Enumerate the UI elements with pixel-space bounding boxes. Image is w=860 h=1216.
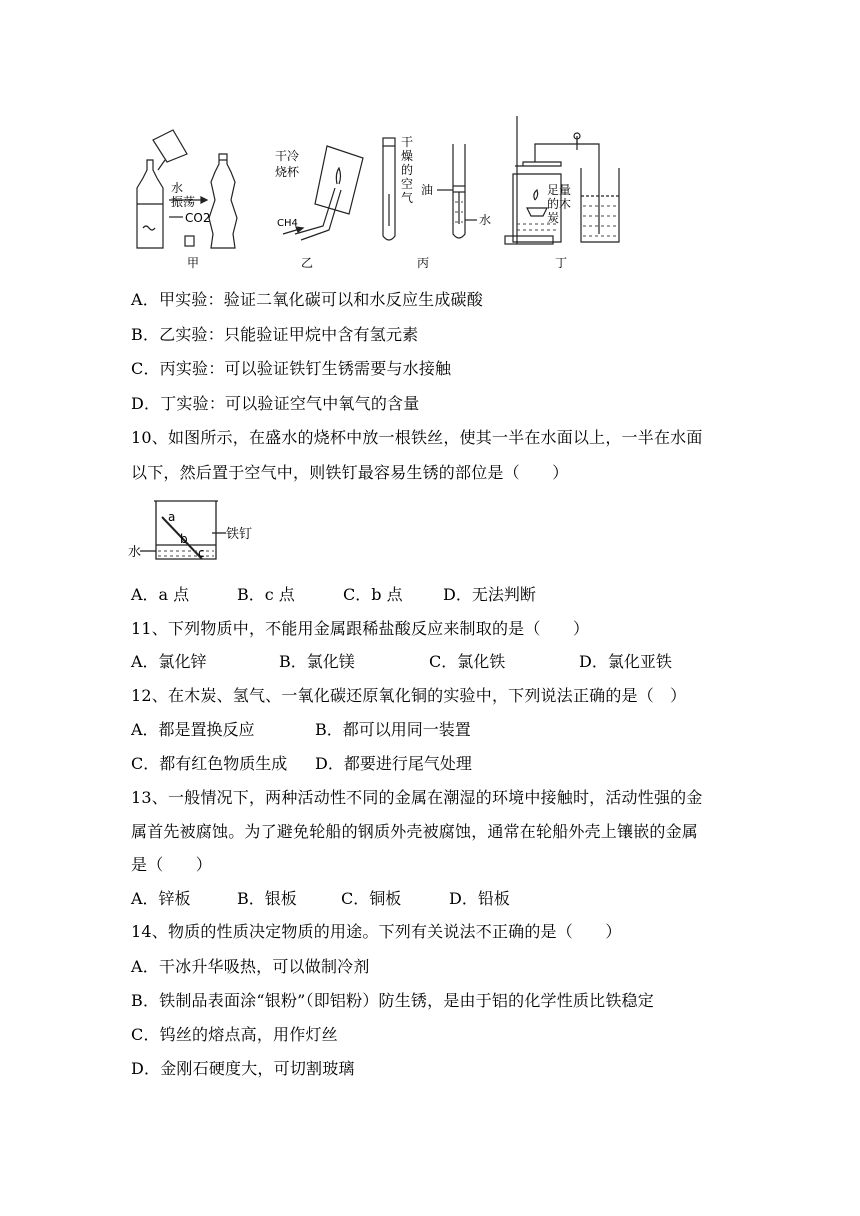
q13-stem-line-2: 属首先被腐蚀。为了避免轮船的钢质外壳被腐蚀，通常在轮船外壳上镶嵌的金属 bbox=[131, 822, 699, 841]
q12-option-a: A．都是置换反应 bbox=[131, 720, 255, 739]
svg-text:甲: 甲 bbox=[187, 256, 200, 270]
q11-stem: 11、下列物质中，不能用金属跟稀盐酸反应来制取的是（ ） bbox=[131, 619, 590, 638]
q10-option-d: D．无法判断 bbox=[443, 585, 536, 604]
q13-option-c: C．铜板 bbox=[341, 889, 402, 908]
svg-text:的木: 的木 bbox=[547, 197, 572, 211]
q9-option-b: B．乙实验：只能验证甲烷中含有氢元素 bbox=[131, 325, 419, 344]
experiments-figure bbox=[125, 110, 625, 275]
svg-text:空: 空 bbox=[401, 177, 414, 191]
q14-option-b: B．铁制品表面涂“银粉”（即铝粉）防生锈，是由于铝的化学性质比铁稳定 bbox=[131, 991, 654, 1010]
q9-option-a: A．甲实验：验证二氧化碳可以和水反应生成碳酸 bbox=[131, 290, 483, 309]
q10-stem-line-1: 10、如图所示，在盛水的烧杯中放一根铁丝，使其一半在水面以上，一半在水面 bbox=[131, 428, 703, 447]
svg-text:铁钉: 铁钉 bbox=[226, 527, 253, 542]
q14-option-a: A．干冰升华吸热，可以做制冷剂 bbox=[131, 957, 370, 976]
svg-text:烧杯: 烧杯 bbox=[275, 165, 300, 179]
q11-option-d: D．氯化亚铁 bbox=[579, 652, 672, 671]
q10-option-b: B．c 点 bbox=[237, 585, 295, 604]
svg-text:水: 水 bbox=[128, 545, 142, 560]
q9-option-d: D．丁实验：可以验证空气中氧气的含量 bbox=[131, 394, 420, 413]
svg-text:丙: 丙 bbox=[417, 256, 430, 270]
svg-text:a: a bbox=[168, 510, 176, 524]
svg-text:气: 气 bbox=[401, 191, 414, 205]
q13-option-d: D．铅板 bbox=[449, 889, 510, 908]
svg-text:干冷: 干冷 bbox=[275, 149, 300, 163]
q12-option-d: D．都要进行尾气处理 bbox=[315, 754, 472, 773]
svg-text:丁: 丁 bbox=[555, 256, 568, 270]
q10-option-a: A．a 点 bbox=[131, 585, 190, 604]
q11-option-b: B．氯化镁 bbox=[279, 652, 355, 671]
svg-text:CH4: CH4 bbox=[277, 218, 298, 229]
svg-text:干: 干 bbox=[401, 135, 414, 149]
q12-stem: 12、在木炭、氢气、一氧化碳还原氧化铜的实验中，下列说法正确的是（ ） bbox=[131, 686, 687, 705]
svg-text:CO2: CO2 bbox=[185, 211, 211, 225]
q12-option-c: C．都有红色物质生成 bbox=[131, 754, 288, 773]
q10-stem-line-2: 以下，然后置于空气中，则铁钉最容易生锈的部位是（ ） bbox=[131, 463, 569, 482]
q9-option-c: C．丙实验：可以验证铁钉生锈需要与水接触 bbox=[131, 359, 452, 378]
svg-text:燥: 燥 bbox=[401, 149, 414, 163]
q11-option-c: C．氯化铁 bbox=[429, 652, 506, 671]
svg-text:乙: 乙 bbox=[301, 256, 314, 270]
svg-text:足量: 足量 bbox=[547, 183, 572, 197]
svg-text:油: 油 bbox=[421, 183, 434, 197]
q12-option-b: B．都可以用同一装置 bbox=[315, 720, 471, 739]
svg-text:炭: 炭 bbox=[547, 211, 560, 225]
q13-stem-line-1: 13、一般情况下，两种活动性不同的金属在潮湿的环境中接触时，活动性强的金 bbox=[131, 788, 703, 807]
svg-text:振荡: 振荡 bbox=[171, 195, 196, 209]
svg-text:水: 水 bbox=[479, 213, 492, 227]
q14-stem: 14、物质的性质决定物质的用途。下列有关说法不正确的是（ ） bbox=[131, 922, 622, 941]
svg-text:水: 水 bbox=[171, 181, 184, 195]
q13-stem-line-3: 是（ ） bbox=[131, 855, 213, 874]
q10-beaker-figure bbox=[126, 495, 256, 571]
q10-option-c: C．b 点 bbox=[343, 585, 403, 604]
svg-text:b: b bbox=[180, 532, 188, 546]
svg-text:的: 的 bbox=[401, 163, 414, 177]
q11-option-a: A．氯化锌 bbox=[131, 652, 207, 671]
svg-text:c: c bbox=[198, 546, 205, 560]
q14-option-c: C．钨丝的熔点高，用作灯丝 bbox=[131, 1025, 338, 1044]
q14-option-d: D．金刚石硬度大，可切割玻璃 bbox=[131, 1059, 355, 1078]
q13-option-a: A．锌板 bbox=[131, 889, 191, 908]
q13-option-b: B．银板 bbox=[237, 889, 297, 908]
